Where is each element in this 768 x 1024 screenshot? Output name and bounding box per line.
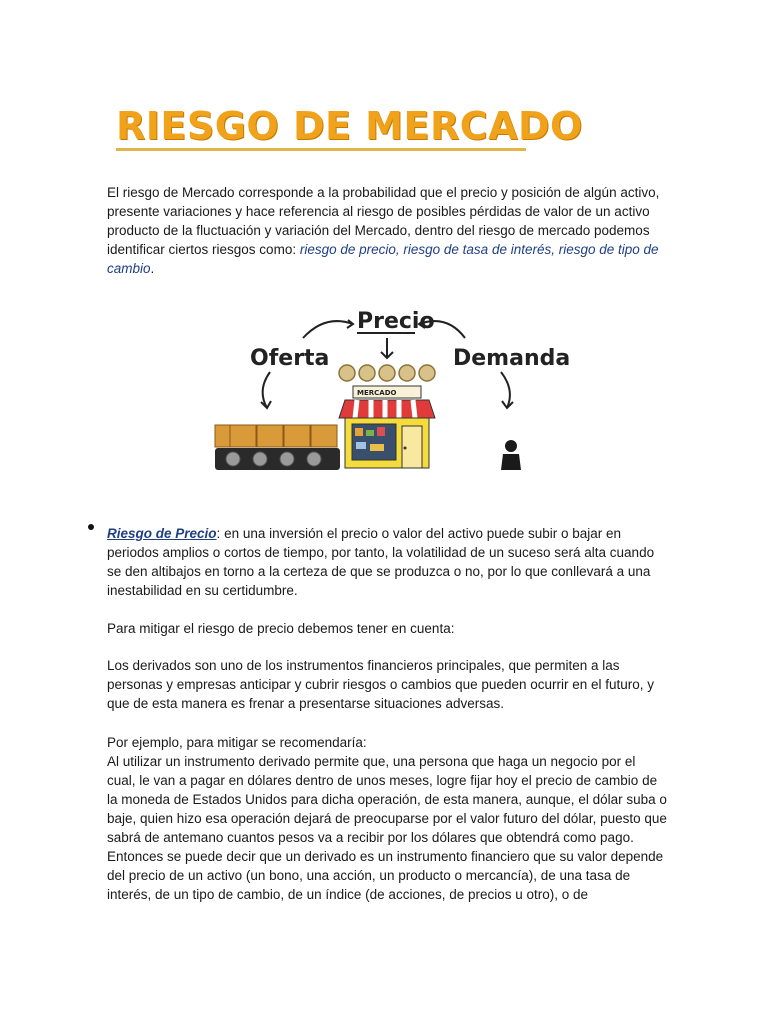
paragraph-1: Para mitigar el riesgo de precio debemos tener en cuenta: bbox=[107, 621, 455, 636]
market-shop bbox=[339, 386, 435, 468]
riesgo-precio-link[interactable]: Riesgo de Precio bbox=[107, 526, 217, 541]
risk-types: riesgo de precio, riesgo de tasa de interés, riesgo de tipo de cambio bbox=[107, 242, 659, 276]
title-underline bbox=[116, 148, 526, 151]
mercado-sign: MERCADO bbox=[357, 389, 397, 397]
person-icon bbox=[501, 440, 521, 470]
demanda-label: Demanda bbox=[453, 346, 571, 371]
oferta-label: Oferta bbox=[250, 346, 330, 371]
bullet-dot bbox=[88, 524, 94, 530]
coins bbox=[339, 365, 435, 381]
paragraph-2: Los derivados son uno de los instrumentos financieros principales, que permiten a las personas y empresas anticipar y cubrir riesgos o cambios que pueden ocurrir en el futuro, y que de esta manera es frenar a presentarse situaciones adversas. bbox=[107, 658, 655, 711]
bullet-text: en una inversión el precio o valor del activo puede subir o bajar en periodos amplios o cortos de tiempo, por tanto, la volatilidad de un suceso será alta cuando se den altibajos en torno a la certeza de que se produzca o no, por lo que conllevará a una inestabilidad en su certidumbre. bbox=[107, 526, 655, 598]
paragraph-3 bbox=[107, 733, 667, 904]
arrow-oferta-precio bbox=[303, 321, 353, 338]
paragraph-3a: Por ejemplo, para mitigar se recomendaría: bbox=[107, 735, 367, 750]
bullet-colon: : bbox=[216, 526, 221, 541]
bullet-paragraph bbox=[107, 524, 667, 600]
page-title: RIESGO DE MERCADO bbox=[116, 104, 583, 148]
intro-paragraph bbox=[107, 183, 667, 278]
arrow-oferta-down bbox=[263, 372, 270, 408]
paragraph-3b: Al utilizar un instrumento derivado permite que, una persona que haga un negocio por el cual, le van a pagar en dólares dentro de unos meses, logre fijar hoy el precio de cambio de la moneda de Estados Unidos para dicha operación, de esta manera, aunque, el dólar suba o baje, quien hizo esa operación dejará de preocuparse por el valor futuro del dólar, puesto que sabrá de antemano cuantos pesos va a recibir por los dólares que obtendrá como pago. bbox=[107, 754, 667, 845]
paragraph-3c: Entonces se puede decir que un derivado es un instrumento financiero que su valor depende del precio de un activo (un bono, una acción, un producto o mercancía), de una tasa de interés, de un tipo de cambio, de un índice (de acciones, de precios u otro), o de bbox=[107, 849, 664, 902]
supply-conveyor bbox=[215, 425, 340, 470]
precio-label: Precio bbox=[357, 309, 435, 334]
intro-text: El riesgo de Mercado corresponde a la probabilidad que el precio y posición de algún activo, presente variaciones y hace referencia al riesgo de posibles pérdidas de valor de un activo producto de la fluctuación y variación del Mercado, dentro del riesgo de mercado podemos identificar ciertos riesgos como: bbox=[107, 185, 660, 257]
market-illustration bbox=[215, 300, 571, 485]
intro-end: . bbox=[150, 261, 155, 276]
